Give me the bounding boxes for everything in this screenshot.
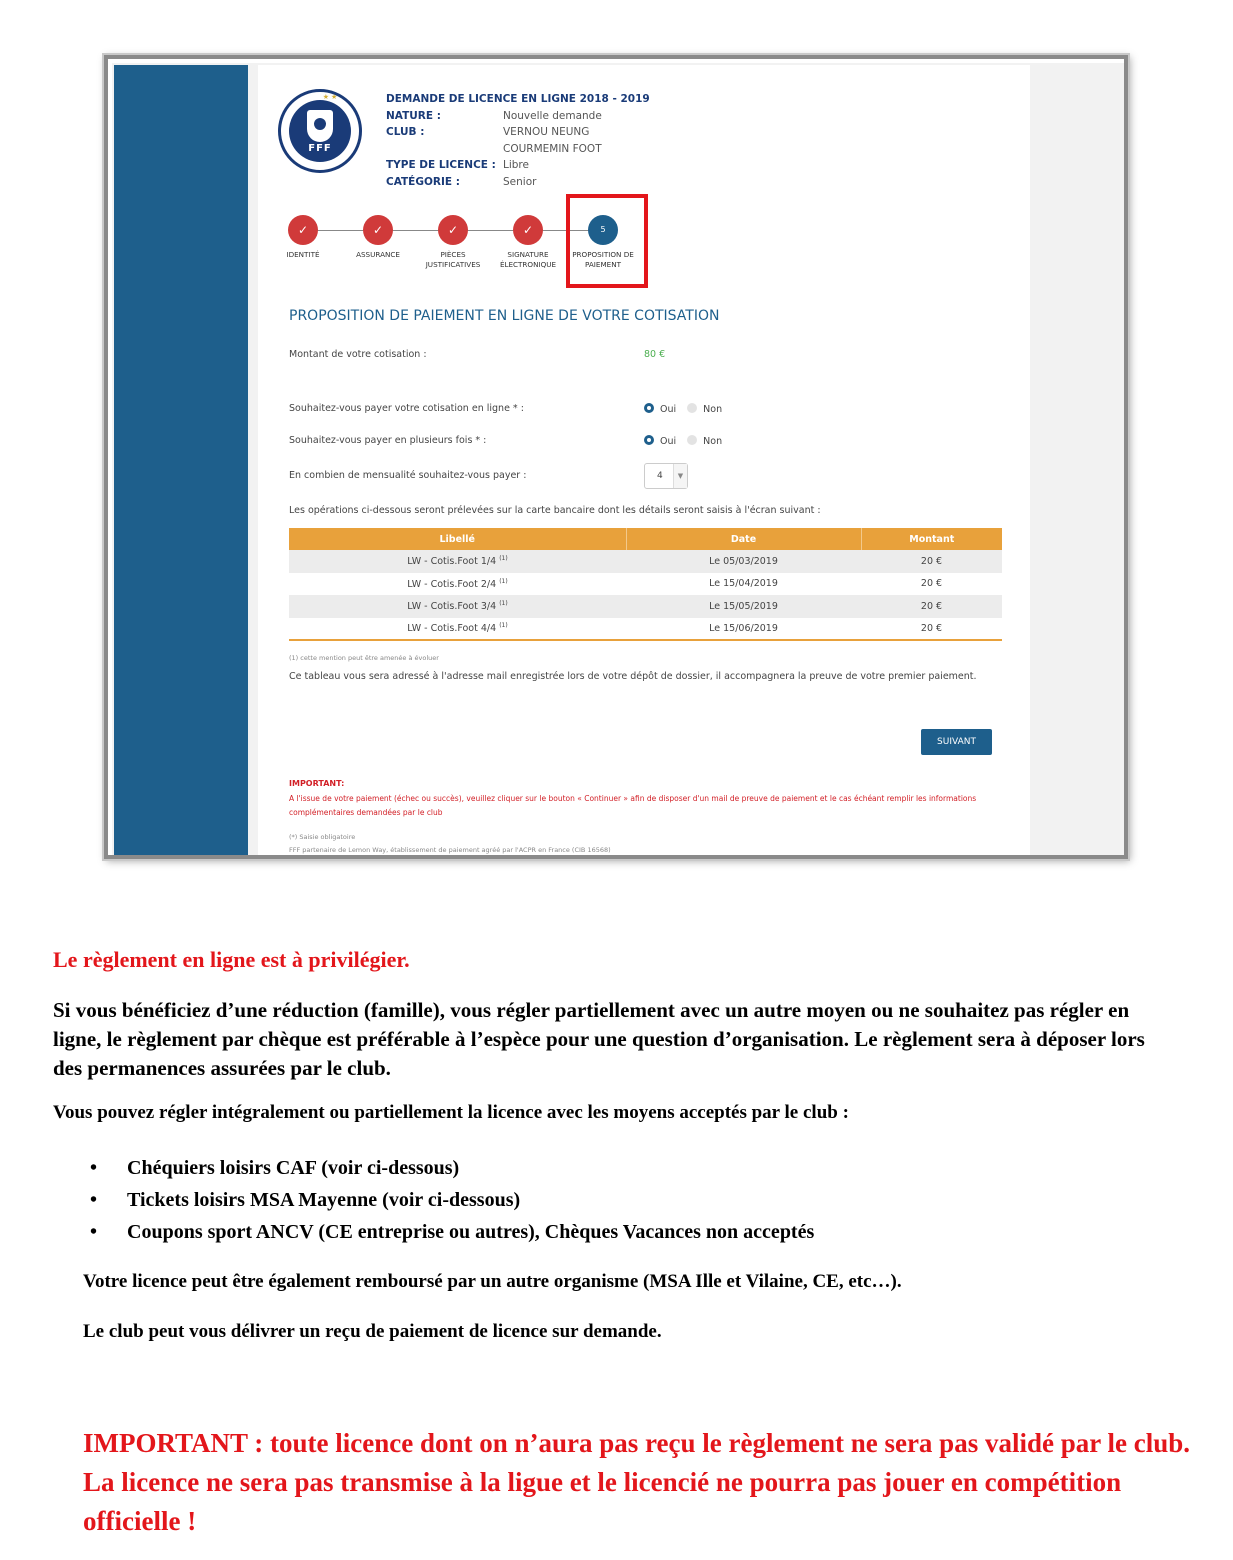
- main-paragraph: Si vous bénéficiez d’une réduction (famille), vous régler partiellement avec un autre moyen ou ne souhaitez pas régler en ligne, le règlement par chèque est préférable à l’espèce pour une question d’organisation. Le règlement sera à déposer lors des permanences assurées par le club.: [53, 998, 1145, 1080]
- step-identite[interactable]: ✓ IDENTITÉ: [258, 215, 348, 260]
- step-pieces[interactable]: ✓ PIÈCES JUSTIFICATIVES: [408, 215, 498, 270]
- receipt-paragraph: Le club peut vous délivrer un reçu de paiement de licence sur demande.: [83, 1321, 662, 1342]
- installments-label: En combien de mensualité souhaitez-vous payer :: [289, 470, 527, 481]
- list-item: • Chéquiers loisirs CAF (voir ci-dessous): [90, 1152, 814, 1184]
- mandatory-note: (*) Saisie obligatoire: [289, 833, 356, 841]
- pay-online-radios: Oui Non: [644, 403, 722, 415]
- summary-row: NATURE : Nouvelle demande: [386, 109, 602, 122]
- important-title: IMPORTANT:: [289, 779, 345, 788]
- important-text: A l'issue de votre paiement (échec ou succès), veuillez cliquer sur le bouton « Continuer » afin de disposer d'un mail de preuve de paiement et le cas échéant remplir les informations complémentaires demandées par le club: [289, 794, 977, 817]
- check-icon: ✓: [288, 215, 318, 245]
- license-form-panel: [258, 65, 1030, 855]
- amount-value: 80 €: [644, 349, 666, 360]
- table-row: LW - Cotis.Foot 1/4 $^{(1)}$ Le 05/03/2019 20 €: [289, 550, 1002, 573]
- partner-note: FFF partenaire de Lemon Way, établissement de paiement agréé par l'ACPR en France (CIB 16568): [289, 846, 611, 854]
- list-item: • Coupons sport ANCV (CE entreprise ou autres), Chèques Vacances non acceptés: [90, 1216, 814, 1248]
- refund-paragraph: Votre licence peut être également remboursé par un autre organisme (MSA Ille et Vilaine, CE, etc…).: [83, 1271, 902, 1292]
- column-header: Date: [626, 528, 861, 550]
- license-title: DEMANDE DE LICENCE EN LIGNE 2018 - 2019: [386, 93, 650, 105]
- pay-multi-radios: Oui Non: [644, 435, 722, 447]
- logo-stars: ★★: [322, 93, 340, 101]
- step-assurance[interactable]: ✓ ASSURANCE: [333, 215, 423, 260]
- logo-text: FFF: [308, 143, 332, 154]
- table-note: Ce tableau vous sera adressé à l'adresse mail enregistrée lors de votre dépôt de dossier, il accompagnera la preuve de votre premier paiement.: [289, 671, 977, 682]
- table-row: LW - Cotis.Foot 2/4 $^{(1)}$ Le 15/04/2019 20 €: [407, 577, 943, 590]
- lead-paragraph: Le règlement en ligne est à privilégier.: [53, 947, 410, 972]
- table-row: LW - Cotis.Foot 3/4 $^{(1)}$ Le 15/05/2019 20 €: [289, 595, 1002, 618]
- check-icon: ✓: [513, 215, 543, 245]
- pay-multi-label: Souhaitez-vous payer en plusieurs fois * :: [289, 435, 487, 446]
- screenshot-content: [112, 63, 1124, 855]
- column-header: Montant: [861, 528, 1002, 550]
- sidebar: [114, 65, 248, 855]
- payment-schedule-table: [289, 528, 1002, 641]
- check-icon: ✓: [363, 215, 393, 245]
- table-row: LW - Cotis.Foot 4/4 $^{(1)}$ Le 15/06/2019 20 €: [289, 618, 1002, 641]
- radio-multi-no[interactable]: [687, 435, 697, 445]
- list-item: • Tickets loisirs MSA Mayenne (voir ci-dessous): [90, 1184, 814, 1216]
- check-icon: ✓: [438, 215, 468, 245]
- chevron-down-icon: ▼: [673, 464, 687, 488]
- license-summary: [386, 91, 650, 190]
- operations-text: Les opérations ci-dessous seront prélevées sur la carte bancaire dont les détails seront saisis à l'écran suivant :: [289, 505, 821, 516]
- column-header: Libellé: [289, 528, 626, 550]
- step-signature[interactable]: ✓ SIGNATURE ÉLECTRONIQUE: [483, 215, 573, 270]
- radio-online-no[interactable]: [687, 403, 697, 413]
- radio-multi-yes[interactable]: [644, 435, 654, 445]
- screenshot-frame: [104, 55, 1128, 859]
- fff-logo: [278, 89, 362, 173]
- pay-online-label: Souhaitez-vous payer votre cotisation en ligne * :: [289, 403, 524, 414]
- summary-row: CATÉGORIE : Senior: [386, 175, 537, 188]
- intro-paragraph: Vous pouvez régler intégralement ou partiellement la licence avec les moyens acceptés par le club :: [53, 1102, 849, 1123]
- step-paiement[interactable]: 5 PROPOSITION DE PAIEMENT: [558, 215, 648, 270]
- current-step-highlight: [566, 194, 648, 288]
- summary-row: COURMEMIN FOOT: [503, 142, 602, 155]
- important-notice: IMPORTANT : toute licence dont on n’aura pas reçu le règlement ne sera pas validé par le club. La licence ne sera pas transmise à la ligue et le licencié ne pourra pas jouer en compétition officielle !: [83, 1428, 1190, 1536]
- table-footnote: (1) cette mention peut être amenée à évoluer: [289, 654, 439, 662]
- step-number: 5: [588, 215, 618, 245]
- summary-row: CLUB : VERNOU NEUNG: [386, 126, 590, 138]
- payment-means-list: [90, 1152, 814, 1248]
- section-title: PROPOSITION DE PAIEMENT EN LIGNE DE VOTRE COTISATION: [289, 308, 720, 324]
- radio-online-yes[interactable]: [644, 403, 654, 413]
- next-button[interactable]: SUIVANT: [921, 729, 992, 755]
- rooster-icon: [307, 110, 333, 142]
- installments-select[interactable]: 4 ▼: [644, 463, 688, 489]
- amount-label: Montant de votre cotisation :: [289, 349, 427, 360]
- summary-row: TYPE DE LICENCE : Libre: [386, 159, 529, 171]
